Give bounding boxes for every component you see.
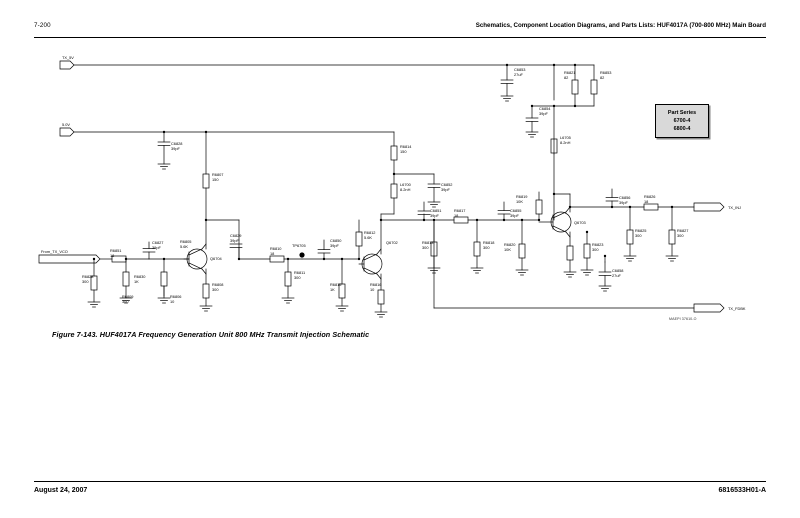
page-number: 7-200 bbox=[34, 22, 51, 29]
ref-r6828: R6828 bbox=[82, 274, 94, 279]
ref-r6823: R6823 bbox=[592, 242, 604, 247]
ref-q6703: Q6703 bbox=[574, 220, 586, 225]
val-c6856: 39pF bbox=[619, 200, 628, 205]
ref-r6825: R6825 bbox=[635, 228, 647, 233]
val-r6816: 10 bbox=[370, 287, 375, 292]
val-c6827: 39pF bbox=[152, 245, 161, 250]
schematic-diagram bbox=[34, 44, 766, 324]
ref-c6855: C6855 bbox=[510, 208, 522, 213]
val-r6851: 18 bbox=[110, 253, 115, 258]
ref-r6827: R6827 bbox=[677, 228, 689, 233]
val-c6851: 39pF bbox=[430, 213, 439, 218]
ref-r6820: R6820 bbox=[504, 242, 516, 247]
ref-l6705: L6705 bbox=[560, 135, 571, 140]
val-c6854: 39pF bbox=[539, 111, 548, 116]
val-c6829: 39pF bbox=[230, 238, 239, 243]
val-r6812: 5.6K bbox=[364, 235, 373, 240]
figure-caption: Figure 7-143. HUF4017A Frequency Generation Unit 800 MHz Transmit Injection Schematic bbox=[52, 330, 370, 339]
footer-doc-number: 6816533H01-A bbox=[718, 487, 766, 494]
val-c6853: 27uF bbox=[514, 72, 523, 77]
ref-r6851: R6851 bbox=[110, 248, 122, 253]
val-r6810: 18 bbox=[270, 251, 275, 256]
part-series-box bbox=[655, 104, 709, 138]
ref-r6807: R6807 bbox=[212, 172, 224, 177]
val-r6817: 18 bbox=[454, 213, 459, 218]
val-c6858: 27uF bbox=[612, 273, 621, 278]
ref-q6702: Q6702 bbox=[386, 240, 398, 245]
val-r6814: 150 bbox=[400, 149, 407, 154]
val-r6825: 300 bbox=[635, 233, 642, 238]
val-r6827: 300 bbox=[677, 233, 684, 238]
header-title: Schematics, Component Location Diagrams, and Parts Lists: HUF4017A (700-800 MHz) Main Board bbox=[475, 22, 766, 29]
page-footer bbox=[34, 487, 766, 501]
val-r6811: 300 bbox=[294, 275, 301, 280]
ref-c6858: C6858 bbox=[612, 268, 624, 273]
drawing-number: MAEPI 37610-O bbox=[669, 317, 697, 321]
val-l6700: 8.2nH bbox=[400, 187, 411, 192]
part-series-line-2: 6800-4 bbox=[673, 126, 691, 132]
ref-c6827: C6827 bbox=[152, 240, 164, 245]
val-c6828: 39pF bbox=[171, 146, 180, 151]
ref-l6700: L6700 bbox=[400, 182, 411, 187]
ref-r6818: R6818 bbox=[483, 240, 495, 245]
footer-rule bbox=[34, 481, 766, 482]
header-rule bbox=[34, 37, 766, 38]
ref-c6856: C6856 bbox=[619, 195, 631, 200]
ref-r6821: R6821 bbox=[564, 70, 576, 75]
ref-r6814: R6814 bbox=[400, 144, 412, 149]
ref-c6850: C6850 bbox=[330, 238, 342, 243]
ref-c6829: C6829 bbox=[230, 233, 242, 238]
val-r6808: 300 bbox=[212, 287, 219, 292]
ref-c6852: C6852 bbox=[441, 182, 453, 187]
part-series-line-1: 6700-4 bbox=[673, 118, 691, 124]
val-c6855: 39pF bbox=[510, 213, 519, 218]
ref-c6851: C6851 bbox=[430, 208, 442, 213]
val-r6820: 10K bbox=[504, 247, 511, 252]
val-r6821: 82 bbox=[564, 75, 569, 80]
val-r6853: 82 bbox=[600, 75, 605, 80]
val-c6850: 39pF bbox=[330, 243, 339, 248]
port-label-tx-fdbk: TX_FDBK bbox=[728, 306, 746, 311]
val-r6805: 5.6K bbox=[180, 244, 189, 249]
val-l6705: 8.2nH bbox=[560, 140, 571, 145]
ref-r6813: R6813 bbox=[422, 240, 434, 245]
val-r6828: 300 bbox=[82, 279, 89, 284]
port-label-tx-5v: TX_5V bbox=[62, 55, 74, 60]
ref-r6811: R6811 bbox=[294, 270, 306, 275]
ref-r6808: R6808 bbox=[212, 282, 224, 287]
ref-c6853: C6853 bbox=[514, 67, 526, 72]
ref-r6810: R6810 bbox=[270, 246, 282, 251]
footer-date: August 24, 2007 bbox=[34, 487, 88, 494]
ref-r6806: R6806 bbox=[170, 294, 182, 299]
val-r6813: 300 bbox=[422, 245, 429, 250]
val-r6809: 300 bbox=[122, 299, 129, 304]
ref-c6854: C6854 bbox=[539, 106, 551, 111]
val-r6807: 150 bbox=[212, 177, 219, 182]
ref-r6817: R6817 bbox=[454, 208, 466, 213]
val-r6806: 10 bbox=[170, 299, 175, 304]
page-header bbox=[34, 22, 766, 38]
ref-q6704: Q6704 bbox=[210, 256, 222, 261]
part-series-title: Part Series bbox=[667, 110, 697, 116]
val-r6823: 300 bbox=[592, 247, 599, 252]
ref-r6826: R6826 bbox=[644, 194, 656, 199]
ref-r6805: R6805 bbox=[180, 239, 192, 244]
val-r6818: 300 bbox=[483, 245, 490, 250]
val-c6852: 39pF bbox=[441, 187, 450, 192]
port-label-tx-inj: TX_INJ bbox=[728, 205, 741, 210]
val-r6819: 10K bbox=[516, 199, 523, 204]
ref-r6853: R6853 bbox=[600, 70, 612, 75]
ref-c6828: C6828 bbox=[171, 141, 183, 146]
val-r6815: 1K bbox=[330, 287, 335, 292]
ref-r6809: R6809 bbox=[122, 294, 134, 299]
ref-r6830: R6830 bbox=[134, 274, 146, 279]
ref-tp6705: TP6705 bbox=[292, 243, 306, 248]
ref-r6819: R6819 bbox=[516, 194, 528, 199]
ref-r6816: R6816 bbox=[370, 282, 382, 287]
val-r6826: 18 bbox=[644, 199, 649, 204]
val-r6830: 1K bbox=[134, 279, 139, 284]
port-label-from-tx-vco: From_TX_VCO bbox=[41, 249, 68, 254]
ref-r6815: R6815 bbox=[330, 282, 342, 287]
ref-r6812: R6812 bbox=[364, 230, 376, 235]
port-label-5v: 5.0V bbox=[62, 122, 71, 127]
